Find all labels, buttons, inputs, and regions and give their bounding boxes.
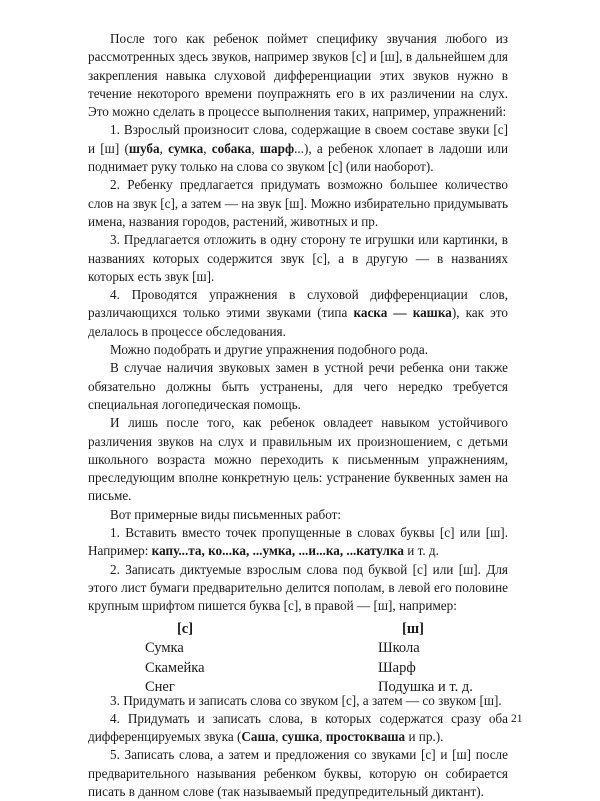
paragraph-written-2: 2. Записать диктуемые взрослым слова под буквой [с] или [ш]. Для этого лист бумаги предварительно делится пополам, в левой его половине крупным шрифтом пишется буква [с], в правой — [ш], например: <box>88 561 508 614</box>
column-s <box>145 620 205 698</box>
column-word: Скамейка <box>145 659 205 676</box>
paragraph-intro: После того как ребенок поймет специфику звучания любого из рассмотренных здесь звуков, например звуков [с] и [ш], в дальнейшем для закрепления навыка слуховой дифференциации этих звуков нужно в течение некоторого времени поупражнять его в их различении на слух. Это можно сделать в процессе выполнения таких, например, упражнений: <box>88 31 508 120</box>
example-word: сумка <box>168 140 204 156</box>
column-word: Подушка и т. д. <box>378 679 473 695</box>
paragraph-written-5: 5. Записать слова, а затем и предложения со звуками [с] и [ш] после предварительного называния ребенком буквы, которую он собирается писать в данном слове (так называемый предупредительный диктант). <box>88 747 508 799</box>
example-word: простокваша <box>325 729 406 745</box>
paragraph-exercise-3: 3. Предлагается отложить в одну сторону те игрушки или картинки, в названиях которых содержится звук [с], а в другую — в названиях которых есть звук [ш]. <box>88 232 508 284</box>
column-header-s: [с] <box>176 620 194 637</box>
example-words: капу...та, ко...ка, ...умка, ...и...ка, ...катулка <box>151 543 404 559</box>
column-word: Снег <box>145 679 175 695</box>
example-word: Саша <box>241 729 276 745</box>
example-word: кашка <box>412 305 452 321</box>
column-sh <box>378 620 473 698</box>
paragraph-exercise-1: 1. Взрослый произносит слова, содержащие в своем составе звуки [с] и [ш] (шуба, сумка, собака, шарф...), а ребенок хлопает в ладоши или поднимает руку только на слова со звуком [с] (или наоборот). <box>88 122 509 175</box>
column-word: Сумка <box>145 640 184 656</box>
paragraph-exercise-4: 4. Проводятся упражнения в слуховой дифференциации слов, различающихся только этими звуками (типа каска — кашка), как это делалось в процессе обследования. <box>88 287 509 339</box>
paragraph-other: Можно подобрать и другие упражнения подобного рода. <box>110 342 429 358</box>
paragraph-written-4: 4. Придумать и записать слова, в которых содержатся сразу оба дифференцируемых звука (Саша, сушка, простокваша и пр.). <box>88 710 508 745</box>
paragraph-written-1: 1. Вставить вместо точек пропущенные в словах буквы [с] или [ш]. Например: капу...та, ко...ка, ...умка, ...и...ка, ...катулка и т. д. <box>88 525 508 559</box>
paragraph-written-3: 3. Придумать и записать слова со звуком [с], а затем — со звуком [ш]. <box>110 692 502 708</box>
example-word: сушка <box>281 729 320 745</box>
dictation-columns <box>88 620 508 695</box>
example-word: шарф <box>259 140 295 156</box>
column-word: Шарф <box>378 659 416 676</box>
paragraph-types: Вот примерные виды письменных работ: <box>110 506 342 522</box>
page-text <box>88 30 508 801</box>
paragraph-exercise-2: 2. Ребенку предлагается придумать возможно большее количество слов на звук [с], а затем — на звук [ш]. Можно избирательно придумывать имена, названия городов, растений, животных и пр. <box>88 177 508 229</box>
example-word: собака <box>211 140 252 156</box>
column-word: Школа <box>378 640 420 656</box>
example-word: каска <box>353 305 388 321</box>
paragraph-substitutions: В случае наличия звуковых замен в устной речи ребенка они также обязательно должны быть устранены, для чего нередко требуется специальная логопедическая помощь. <box>88 360 508 412</box>
paragraph-written: И лишь после того, как ребенок овладеет навыком устойчивого различения звуков на слух и правильным их произношением, с детьми школьного возраста можно переходить к письменным упражнениям, преследующим вполне конкретную цель: устранение буквенных замен на письме. <box>88 415 508 504</box>
column-header-sh: [ш] <box>402 620 424 637</box>
page-number: 21 <box>511 713 523 725</box>
example-word: шуба <box>128 140 160 156</box>
